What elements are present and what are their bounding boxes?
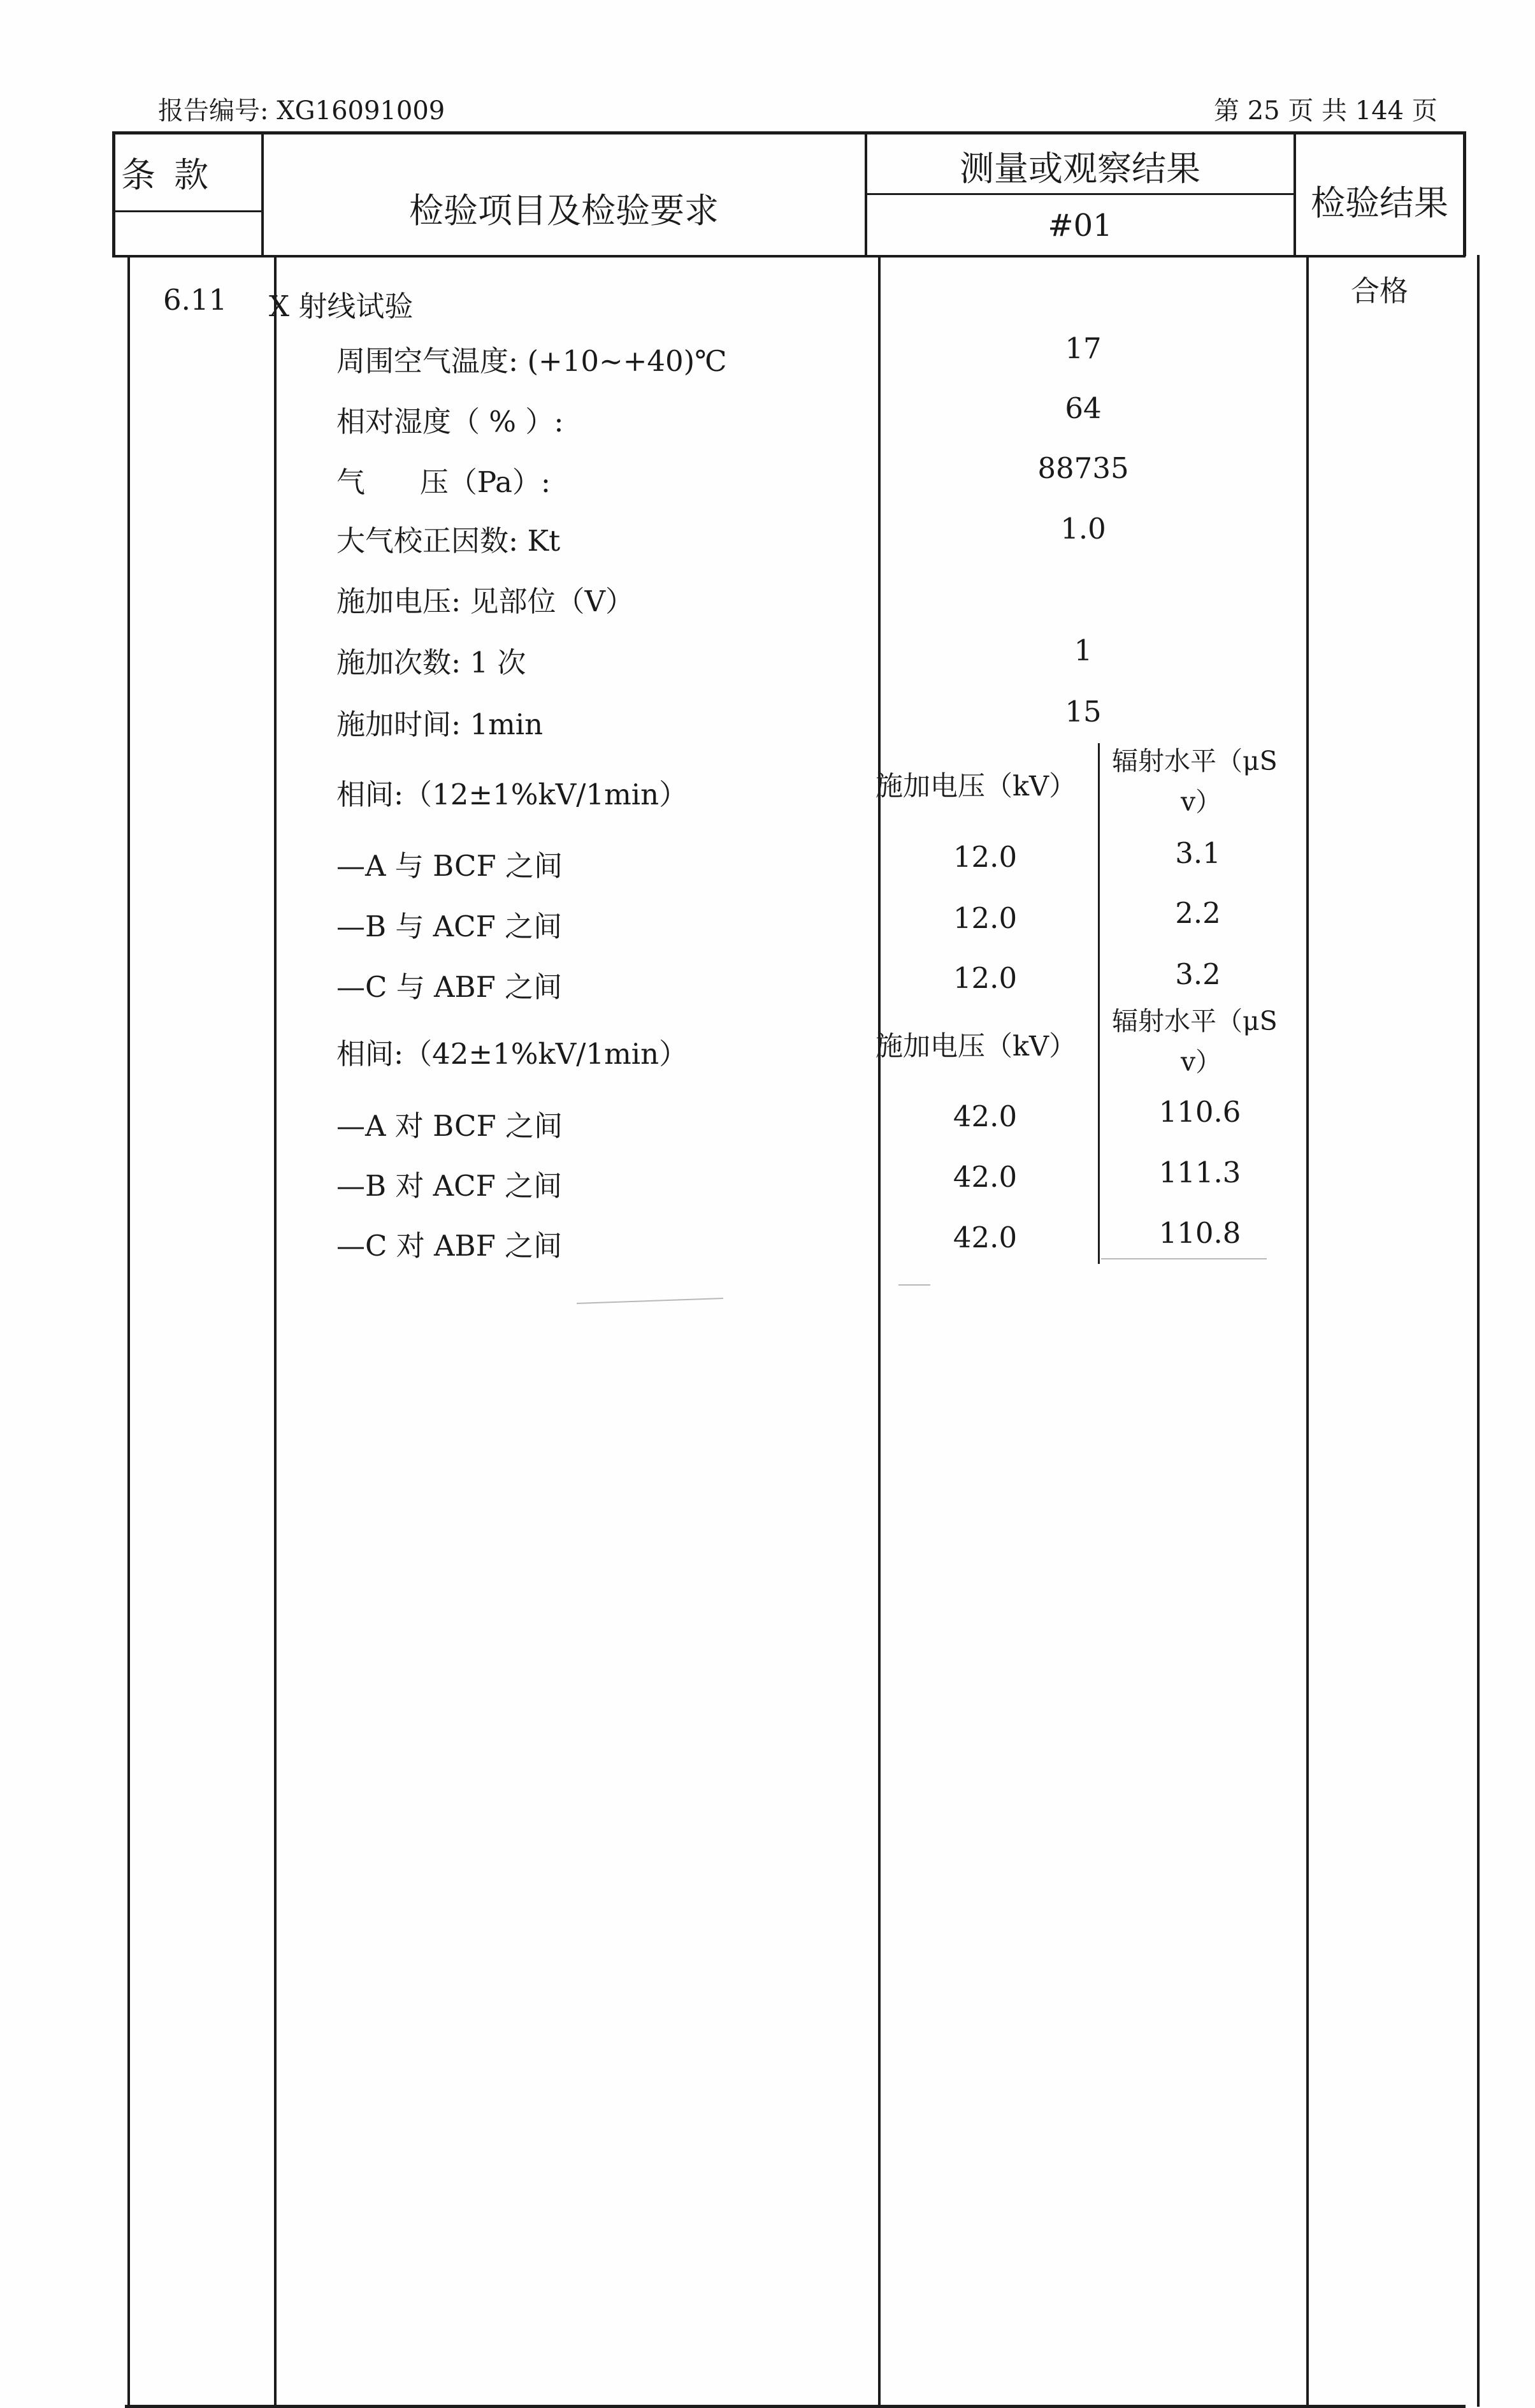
report-number: 报告编号: XG16091009	[158, 96, 445, 126]
item-column-header: 检验项目及检验要求	[409, 191, 719, 231]
condition-label: 相对湿度（ % ）:	[336, 405, 564, 439]
condition-value: 64	[1065, 391, 1102, 425]
phase-row-label: —C 与 ABF 之间	[336, 970, 563, 1004]
scan-mark	[898, 1284, 930, 1286]
group-label: 相间:（42±1%kV/1min）	[336, 1037, 688, 1071]
item-divider-lower	[878, 255, 881, 2407]
right-border-upper	[1463, 131, 1466, 256]
sample-column-header: #01	[1048, 208, 1113, 243]
voltage-value: 42.0	[953, 1221, 1018, 1254]
condition-label: 施加时间: 1min	[336, 707, 544, 741]
voltage-value: 42.0	[953, 1160, 1018, 1194]
left-border-lower	[127, 255, 130, 2407]
phase-row-label: —B 与 ACF 之间	[336, 910, 563, 943]
radiation-value: 111.3	[1158, 1156, 1241, 1189]
phase-row-label: —C 对 ABF 之间	[336, 1229, 563, 1263]
voltage-subheader: 施加电压（kV）	[876, 771, 1077, 802]
condition-value: 17	[1065, 331, 1102, 365]
scan-mark	[1101, 1258, 1267, 1259]
clause-header-divider	[112, 210, 264, 212]
radiation-subheader: 辐射水平（μS v）	[1112, 1006, 1278, 1077]
test-result: 合格	[1350, 274, 1409, 308]
clause-column-header: 条 款	[121, 155, 213, 195]
page-info: 第 25 页 共 144 页	[1214, 96, 1438, 126]
item-divider-upper	[865, 131, 867, 256]
table-top-border	[112, 131, 1466, 134]
voltage-value: 12.0	[953, 840, 1018, 874]
radiation-value: 3.1	[1175, 836, 1221, 870]
voltage-radiation-divider	[1098, 743, 1100, 1264]
condition-value: 1	[1074, 634, 1093, 667]
condition-label: 气 压（Pa）:	[336, 465, 551, 499]
header-bottom-border	[112, 255, 1466, 257]
radiation-value: 3.2	[1175, 957, 1221, 991]
left-border-upper	[112, 131, 115, 256]
radiation-subheader: 辐射水平（μS v）	[1112, 746, 1278, 817]
condition-value: 15	[1065, 695, 1102, 729]
measure-column-header: 测量或观察结果	[960, 149, 1200, 189]
group-label: 相间:（12±1%kV/1min）	[336, 778, 688, 811]
voltage-subheader: 施加电压（kV）	[876, 1031, 1077, 1063]
condition-label: 施加电压: 见部位（V）	[336, 584, 634, 618]
condition-label: 周围空气温度: (+10~+40)℃	[336, 344, 727, 378]
condition-value: 88735	[1037, 451, 1129, 485]
phase-row-label: —A 与 BCF 之间	[336, 849, 563, 883]
table-bottom-border	[125, 2405, 1466, 2408]
result-column-header: 检验结果	[1311, 183, 1448, 223]
radiation-value: 110.6	[1158, 1095, 1241, 1129]
clause-divider-lower	[274, 255, 277, 2407]
radiation-value: 110.8	[1158, 1216, 1241, 1250]
voltage-value: 12.0	[953, 961, 1018, 995]
measure-divider-lower	[1306, 255, 1309, 2407]
voltage-value: 12.0	[953, 901, 1018, 935]
measure-divider-upper	[1294, 131, 1296, 256]
phase-row-label: —A 对 BCF 之间	[336, 1109, 563, 1143]
clause-divider-upper	[261, 131, 264, 256]
clause-number: 6.11	[163, 283, 227, 317]
test-title: X 射线试验	[269, 289, 414, 323]
measure-header-divider	[865, 193, 1295, 195]
condition-label: 施加次数: 1 次	[336, 646, 526, 679]
condition-value: 1.0	[1060, 512, 1106, 546]
phase-row-label: —B 对 ACF 之间	[336, 1169, 563, 1203]
right-border-lower	[1477, 255, 1480, 2407]
voltage-value: 42.0	[953, 1099, 1018, 1133]
condition-label: 大气校正因数: Kt	[336, 524, 561, 558]
scan-mark	[577, 1298, 723, 1304]
radiation-value: 2.2	[1175, 896, 1221, 930]
